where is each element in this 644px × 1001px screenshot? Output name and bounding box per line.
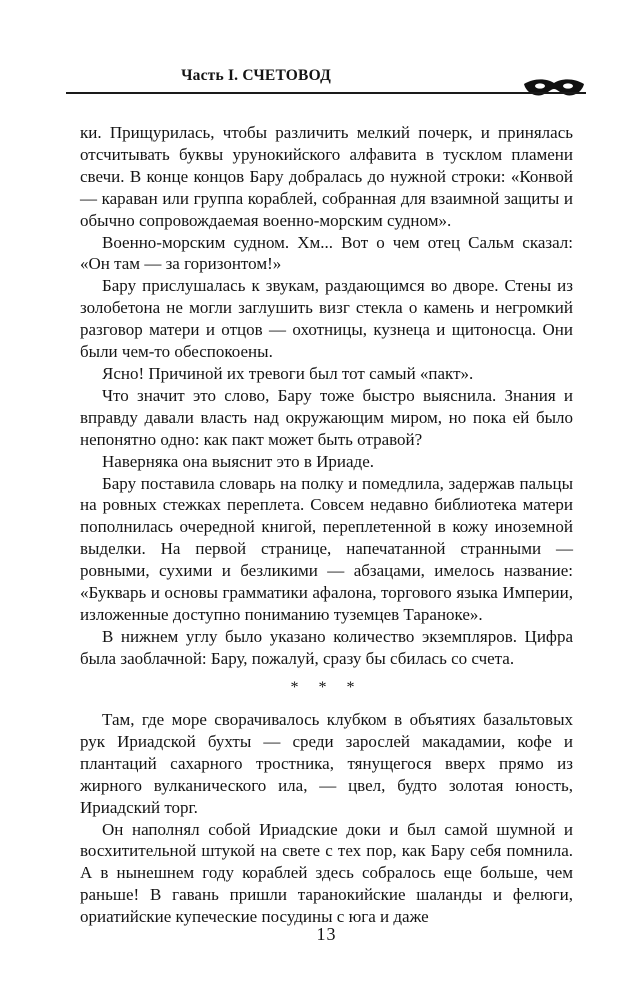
paragraph: ки. Прищурилась, чтобы различить мелкий почерк, и принялась отсчитывать буквы урунокийского алфавита в тусклом пламени свечи. В конце концов Бару добралась до нужной строки: «Конвой — караван или группа кораблей, собранная для взаимной защиты и обычно сопровождаемая военно-морским судном». — [80, 123, 573, 230]
paragraph: Бару поставила словарь на полку и помедлила, задержав пальцы на ровных стежках переплета. Совсем недавно библиотека матери пополнилась очередной книгой, переплетенной в кожу иноземной выделки. На первой странице, напечатанной странными — ровными, сухими и безликими — абзацами, имелось название: «Букварь и основы грамматики афалона, торгового языка Империи, изложенные доступно пониманию туземцев Тараноке». — [80, 473, 573, 624]
paragraph: Ясно! Причиной их тревоги был тот самый «пакт». — [102, 363, 474, 383]
paragraph: Бару прислушалась к звукам, раздающимся во дворе. Стены из золобетона не могли заглушить визг стекла о камень и негромкий разговор матери и отцов — охотницы, кузнеца и щитоносца. Они были чем-то обеспокоены. — [80, 276, 573, 362]
mask-icon — [522, 74, 586, 100]
section-separator: * * * — [290, 679, 363, 696]
paragraph: Наверняка она выяснит это в Ириаде. — [102, 451, 374, 471]
text-section-2 — [80, 709, 573, 928]
text-section-1 — [80, 122, 573, 670]
running-title: Часть I. СЧЕТОВОД — [181, 67, 331, 84]
paragraph: Он наполнял собой Ириадские доки и был самой шумной и восхитительной штукой на свете с тех пор, как Бару себя помнила. А в нынешнем году кораблей здесь собралось еще больше, чем раньше! В гавань пришли таранокийские шаланды и фелюги, ориатийские купеческие посудины с юга и даже — [80, 819, 573, 927]
paragraph: Что значит это слово, Бару тоже быстро выяснила. Знания и вправду давали власть над окружающим миром, но пока ей было непонятно одно: как пакт может быть отравой? — [80, 385, 573, 449]
paragraph: Военно-морским судном. Хм... Вот о чем отец Сальм сказал: «Он там — за горизонтом!» — [80, 232, 573, 274]
header-rule — [66, 92, 586, 94]
page-number: 13 — [316, 924, 337, 944]
paragraph: Там, где море сворачивалось клубком в объятиях базальтовых рук Ириадской бухты — среди зарослей макадамии, кофе и плантаций сахарного тростника, тянущегося вверх прямо из жирного вулканического ила, — цвел, будто золотая юность, Ириадский торг. — [80, 710, 573, 817]
running-header — [66, 50, 586, 98]
paragraph: В нижнем углу было указано количество экземпляров. Цифра была заоблачной: Бару, пожалуй, сразу бы сбилась со счета. — [80, 626, 573, 668]
